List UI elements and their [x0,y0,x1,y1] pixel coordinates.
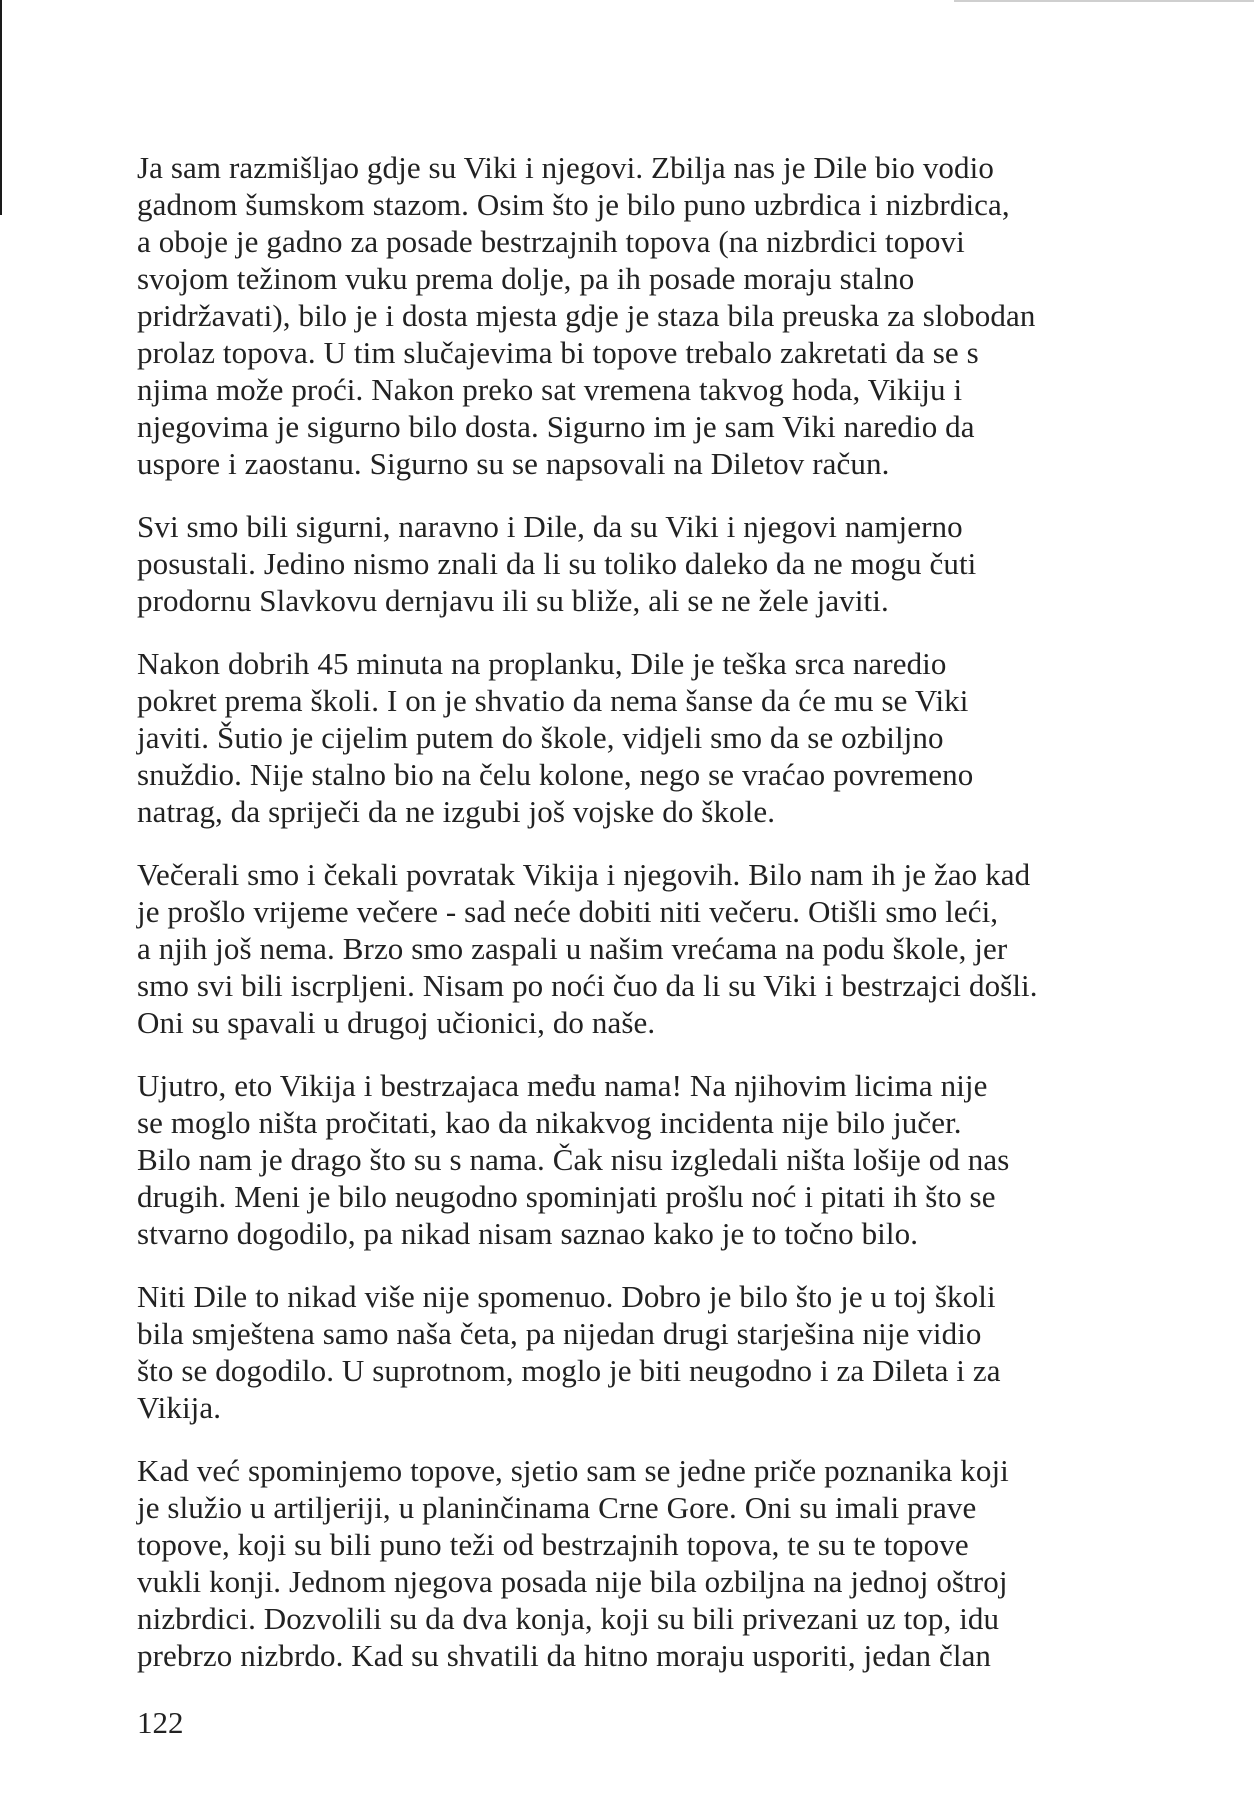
paragraph-5 [137,1067,1137,1252]
text-line: bila smještena samo naša četa, pa nijedan drugi starješina nije vidio [137,1316,982,1351]
paragraph-4 [137,856,1137,1041]
text-line: snuždio. Nije stalno bio na čelu kolone, nego se vraćao povremeno [137,757,974,792]
text-line: a oboje je gadno za posade bestrzajnih topova (na nizbrdici topovi [137,224,965,259]
text-line: pridržavati), bilo je i dosta mjesta gdje je staza bila preuska za slobodan [137,298,1036,333]
page-number: 122 [137,1705,184,1740]
text-line: drugih. Meni je bilo neugodno spominjati prošlu noć i pitati ih što se [137,1179,996,1214]
text-line: Kad već spominjemo topove, sjetio sam se jedne priče poznanika koji [137,1453,1009,1488]
text-line: Večerali smo i čekali povratak Vikija i njegovih. Bilo nam ih je žao kad [137,857,1031,892]
text-line: javiti. Šutio je cijelim putem do škole, vidjeli smo da se ozbiljno [137,720,944,755]
text-line: vukli konji. Jednom njegova posada nije bila ozbiljna na jednoj oštroj [137,1564,1008,1599]
paragraph-3 [137,645,1137,830]
text-line: topove, koji su bili puno teži od bestrzajnih topova, te su te topove [137,1527,969,1562]
text-line: smo svi bili iscrpljeni. Nisam po noći čuo da li su Viki i bestrzajci došli. [137,968,1038,1003]
text-line: Ujutro, eto Vikija i bestrzajaca među nama! Na njihovim licima nije [137,1068,988,1103]
page-body [137,149,1137,1700]
paragraph-7 [137,1452,1137,1674]
text-line: je prošlo vrijeme večere - sad neće dobiti niti večeru. Otišli smo leći, [137,894,999,929]
text-line: što se dogodilo. U suprotnom, moglo je biti neugodno i za Dileta i za [137,1353,1001,1388]
text-line: Niti Dile to nikad više nije spomenuo. Dobro je bilo što je u toj školi [137,1279,996,1314]
text-line: stvarno dogodilo, pa nikad nisam saznao kako je to točno bilo. [137,1216,919,1251]
text-line: uspore i zaostanu. Sigurno su se napsovali na Diletov račun. [137,446,890,481]
text-line: njegovima je sigurno bilo dosta. Sigurno im je sam Viki naredio da [137,409,975,444]
text-line: a njih još nema. Brzo smo zaspali u našim vrećama na podu škole, jer [137,931,1008,966]
text-line: natrag, da spriječi da ne izgubi još vojske do škole. [137,794,776,829]
text-line: je služio u artiljeriji, u planinčinama Crne Gore. Oni su imali prave [137,1490,977,1525]
text-line: svojom težinom vuku prema dolje, pa ih posade moraju stalno [137,261,915,296]
text-line: prebrzo nizbrdo. Kad su shvatili da hitno moraju usporiti, jedan član [137,1638,992,1673]
text-line: gadnom šumskom stazom. Osim što je bilo puno uzbrdica i nizbrdica, [137,187,1010,222]
paragraph-2 [137,508,1137,619]
text-line: Oni su spavali u drugoj učionici, do naše. [137,1005,656,1040]
text-line: nizbrdici. Dozvolili su da dva konja, koji su bili privezani uz top, idu [137,1601,1000,1636]
text-line: Bilo nam je drago što su s nama. Čak nisu izgledali ništa lošije od nas [137,1142,1010,1177]
paragraph-1 [137,149,1137,482]
text-line: Vikija. [137,1390,222,1425]
scan-edge-top [954,0,1254,2]
text-line: prodornu Slavkovu dernjavu ili su bliže, ali se ne žele javiti. [137,583,889,618]
text-line: Nakon dobrih 45 minuta na proplanku, Dile je teška srca naredio [137,646,947,681]
paragraph-6 [137,1278,1137,1426]
text-line: prolaz topova. U tim slučajevima bi topove trebalo zakretati da se s [137,335,979,370]
text-line: pokret prema školi. I on je shvatio da nema šanse da će mu se Viki [137,683,969,718]
text-line: Svi smo bili sigurni, naravno i Dile, da su Viki i njegovi namjerno [137,509,963,544]
text-line: posustali. Jedino nismo znali da li su toliko daleko da ne mogu čuti [137,546,977,581]
text-line: Ja sam razmišljao gdje su Viki i njegovi. Zbilja nas je Dile bio vodio [137,150,994,185]
text-line: se moglo ništa pročitati, kao da nikakvog incidenta nije bilo jučer. [137,1105,962,1140]
scan-edge-left [0,0,2,215]
text-line: njima može proći. Nakon preko sat vremena takvog hoda, Vikiju i [137,372,963,407]
